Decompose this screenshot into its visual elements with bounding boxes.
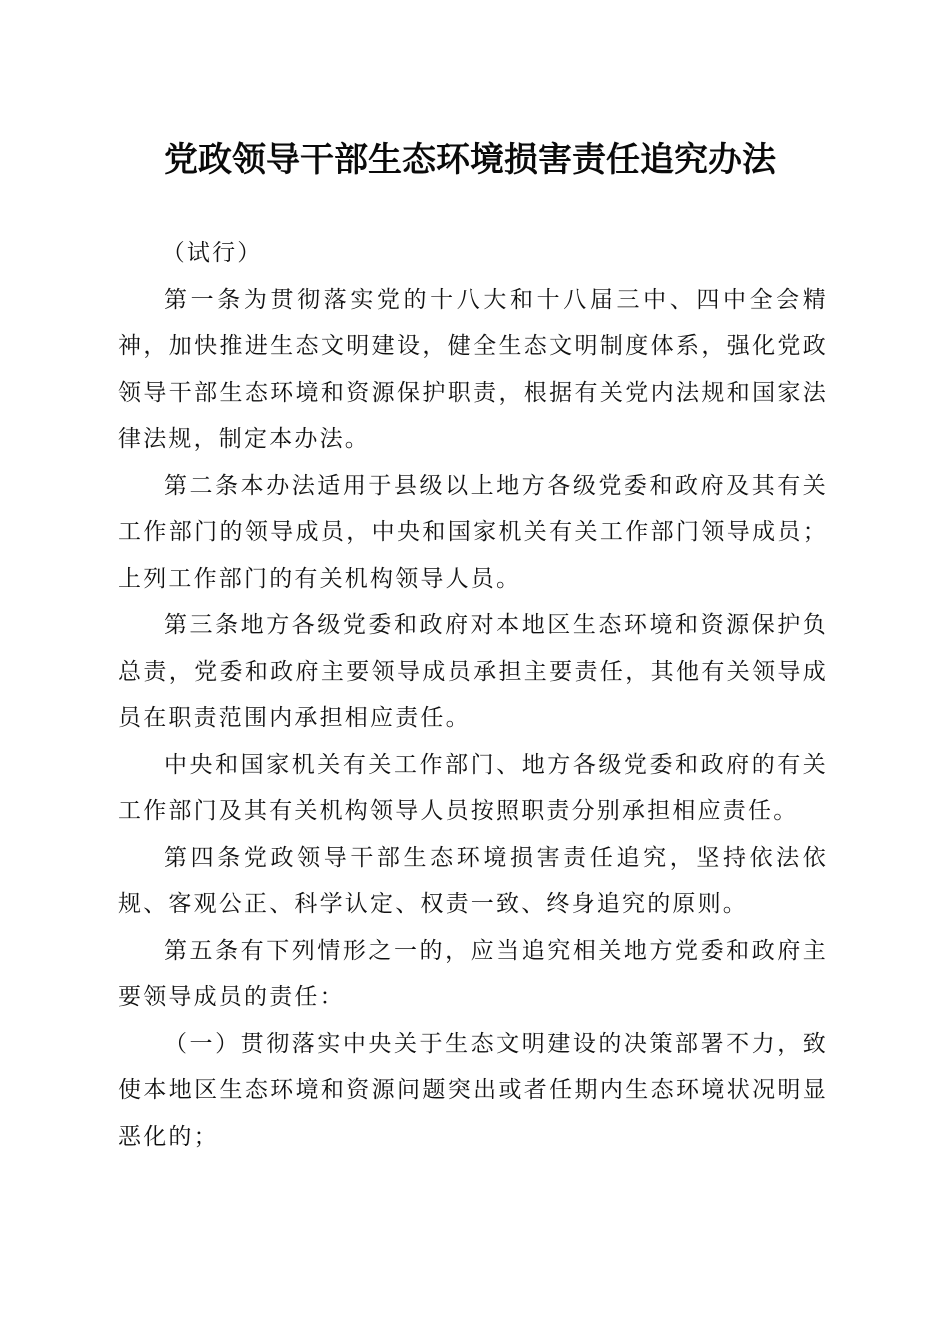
article-1-paragraph: 第一条为贯彻落实党的十八大和十八届三中、四中全会精神，加快推进生态文明建设，健全生态文明制度体系，强化党政领导干部生态环境和资源保护职责，根据有关党内法规和国家法律法规，制定本办法。	[118, 286, 828, 452]
article-4-paragraph: 第四条党政领导干部生态环境损害责任追究，坚持依法依规、客观公正、科学认定、权责一致、终身追究的原则。	[118, 844, 828, 917]
article-2-paragraph: 第二条本办法适用于县级以上地方各级党委和政府及其有关工作部门的领导成员，中央和国家机关有关工作部门领导成员；上列工作部门的有关机构领导人员。	[118, 472, 828, 592]
article-3-continuation-paragraph: 中央和国家机关有关工作部门、地方各级党委和政府的有关工作部门及其有关机构领导人员按照职责分别承担相应责任。	[118, 751, 828, 824]
article-5-paragraph: 第五条有下列情形之一的，应当追究相关地方党委和政府主要领导成员的责任：	[118, 937, 828, 1010]
document-body	[118, 230, 828, 1160]
article-5-item-1-paragraph: （一）贯彻落实中央关于生态文明建设的决策部署不力，致使本地区生态环境和资源问题突出或者任期内生态环境状况明显恶化的；	[118, 1030, 828, 1150]
article-3-paragraph: 第三条地方各级党委和政府对本地区生态环境和资源保护负总责，党委和政府主要领导成员承担主要责任，其他有关领导成员在职责范围内承担相应责任。	[118, 612, 828, 731]
document-subtitle: （试行）	[161, 240, 263, 266]
document-title: 党政领导干部生态环境损害责任追究办法	[164, 140, 776, 180]
